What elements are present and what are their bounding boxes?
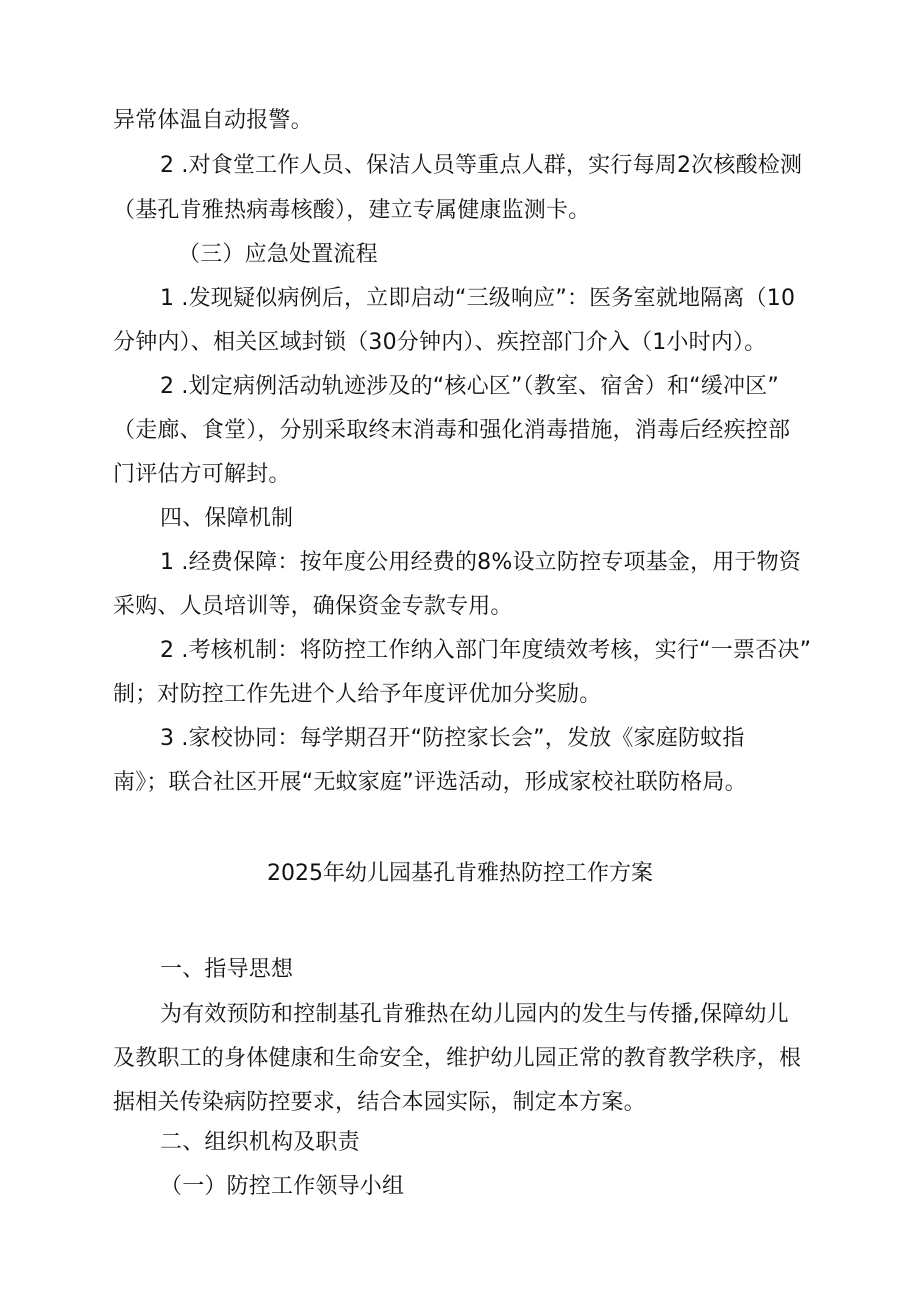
- paragraph-line: 1 .经费保障：按年度公用经费的8%设立防控专项基金，用于物资: [160, 550, 802, 575]
- paragraph-line: 为有效预防和控制基孔肯雅热在幼儿园内的发生与传播,保障幼儿: [160, 1002, 789, 1027]
- section-heading: 二、组织机构及职责: [160, 1130, 360, 1155]
- paragraph-line: 2 .考核机制：将防控工作纳入部门年度绩效考核，实行“一票否决”: [160, 638, 812, 663]
- paragraph-line: 采购、人员培训等，确保资金专款专用。: [113, 594, 513, 619]
- paragraph-line: 门评估方可解封。: [113, 462, 291, 487]
- paragraph-line: （走廊、食堂），分别采取终末消毒和强化消毒措施，消毒后经疾控部: [113, 418, 791, 443]
- paragraph-line: 2 .对食堂工作人员、保洁人员等重点人群，实行每周2次核酸检测: [160, 153, 803, 178]
- paragraph-line: 2 .划定病例活动轨迹涉及的“核心区”（教室、宿舍）和“缓冲区”: [160, 374, 779, 399]
- paragraph-line: 3 .家校协同：每学期召开“防控家长会”，发放《家庭防蚊指: [160, 726, 745, 751]
- paragraph-line: 制；对防控工作先进个人给予年度评优加分奖励。: [113, 682, 602, 707]
- paragraph-line: 南》；联合社区开展“无蚊家庭”评选活动，形成家校社联防格局。: [113, 770, 747, 795]
- section-heading: （三）应急处置流程: [178, 242, 378, 267]
- paragraph-line: 1 .发现疑似病例后，立即启动“三级响应”：医务室就地隔离（10: [160, 286, 796, 311]
- section-heading: 一、指导思想: [160, 957, 294, 982]
- section-heading: （一）防控工作领导小组: [160, 1174, 405, 1199]
- paragraph-line: 据相关传染病防控要求，结合本园实际，制定本方案。: [113, 1090, 646, 1115]
- section-heading: 四、保障机制: [160, 506, 294, 531]
- paragraph-line: （基孔肯雅热病毒核酸），建立专属健康监测卡。: [113, 198, 591, 223]
- paragraph-line: 及教职工的身体健康和生命安全，维护幼儿园正常的教育教学秩序，根: [113, 1046, 802, 1071]
- paragraph-line: 异常体温自动报警。: [113, 108, 313, 133]
- paragraph-line: 分钟内）、相关区域封锁（30分钟内）、疾控部门介入（1小时内）。: [113, 330, 767, 355]
- document-title: 2025年幼儿园基孔肯雅热防控工作方案: [267, 861, 653, 886]
